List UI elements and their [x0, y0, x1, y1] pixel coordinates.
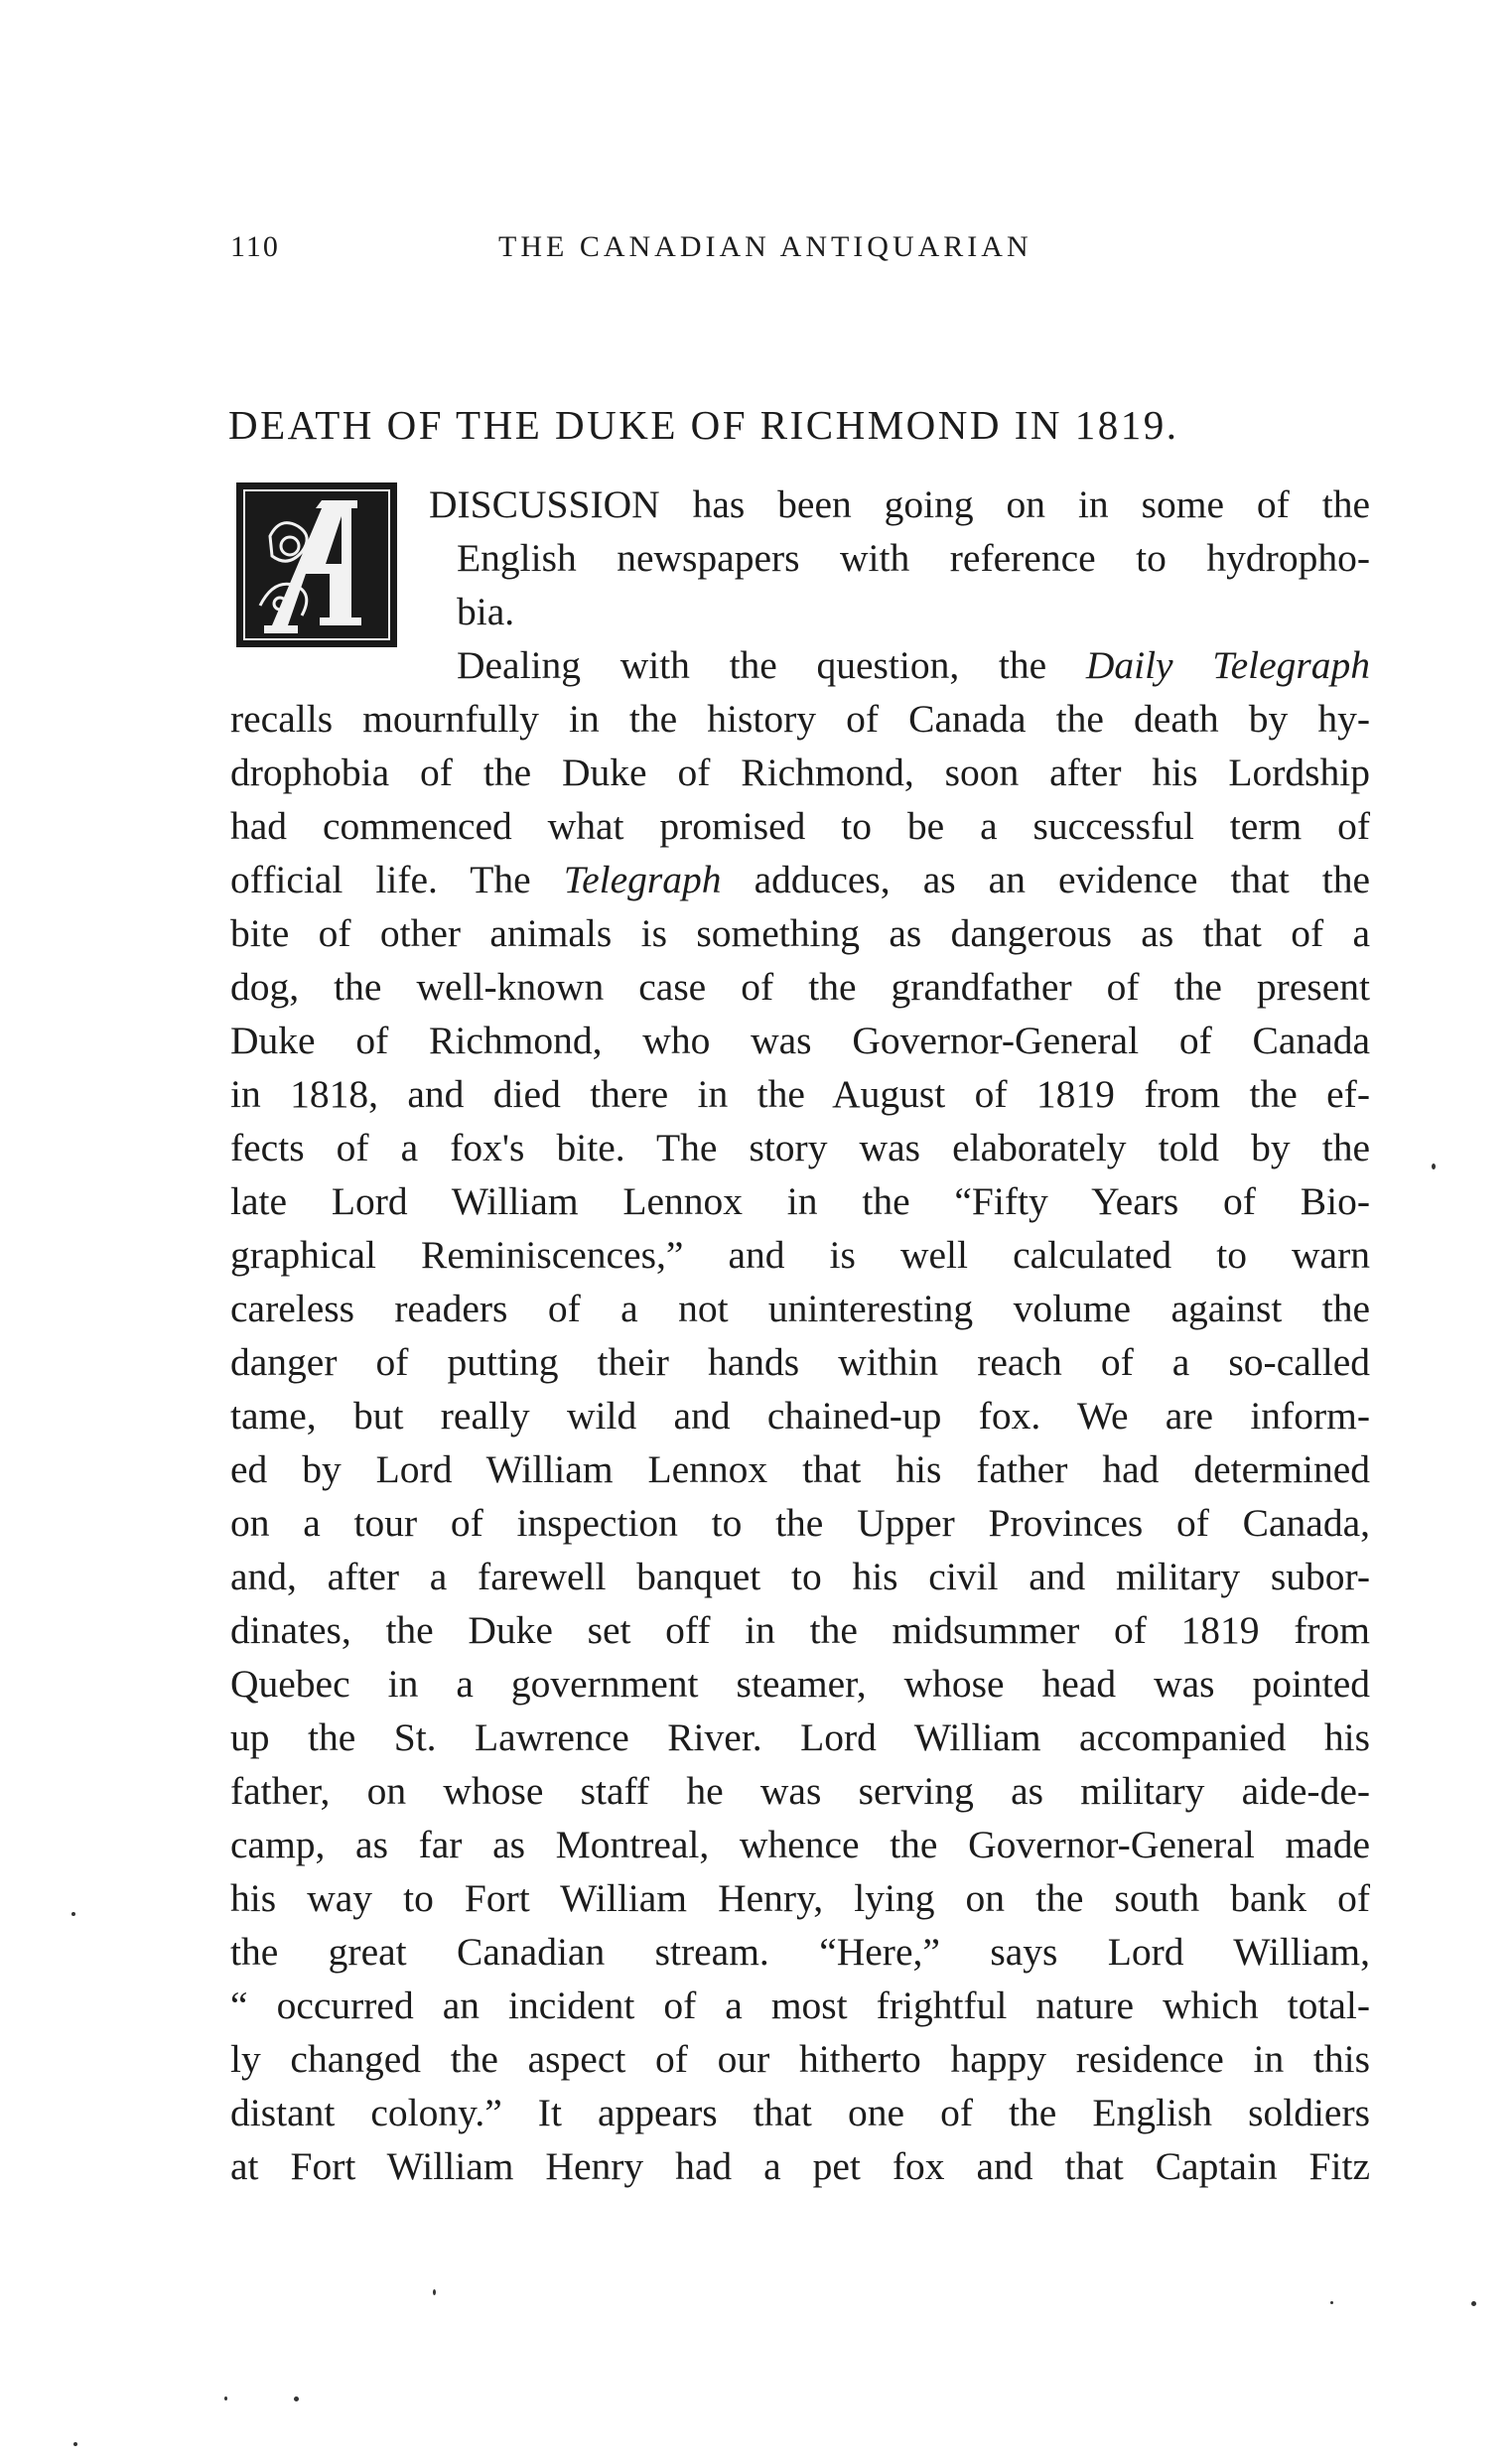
body-line: had commenced what promised to be a successful term of — [230, 804, 1370, 848]
body-line: distant colony.” It appears that one of the English soldiers — [230, 2091, 1370, 2134]
body-line: and, after a farewell banquet to his civil and military subor- — [230, 1555, 1370, 1598]
periodical-name: Telegraph — [563, 858, 722, 901]
running-head — [230, 230, 1362, 270]
body-line: fects of a fox's bite. The story was elaborately told by the — [230, 1126, 1370, 1169]
body-line: on a tour of inspection to the Upper Provinces of Canada, — [230, 1501, 1370, 1545]
print-speck — [71, 1912, 75, 1916]
body-line: careless readers of a not uninteresting volume against the — [230, 1287, 1370, 1330]
body-line: dog, the well-known case of the grandfather of the present — [230, 965, 1370, 1009]
body-line: Quebec in a government steamer, whose head was pointed — [230, 1662, 1370, 1706]
body-line: DISCUSSION has been going on in some of the — [429, 482, 1370, 526]
body-line: father, on whose staff he was serving as military aide-de- — [230, 1769, 1370, 1813]
print-speck — [1330, 2301, 1333, 2304]
body-line: dinates, the Duke set off in the midsummer of 1819 from — [230, 1608, 1370, 1652]
body-line: ly changed the aspect of our hitherto happy residence in this — [230, 2037, 1370, 2081]
body-line: bia. — [457, 590, 515, 633]
print-speck — [224, 2396, 227, 2400]
body-line: in 1818, and died there in the August of 1819 from the ef- — [230, 1072, 1370, 1116]
print-speck — [294, 2396, 299, 2401]
body-line: “ occurred an incident of a most frightful nature which total- — [230, 1984, 1370, 2027]
body-line: Duke of Richmond, who was Governor-General of Canada — [230, 1019, 1370, 1062]
print-speck — [433, 2289, 436, 2295]
journal-title: THE CANADIAN ANTIQUARIAN — [498, 230, 1032, 263]
drop-cap-a-ornament — [230, 477, 405, 655]
body-line: ed by Lord William Lennox that his father had determined — [230, 1447, 1370, 1491]
body-line: English newspapers with reference to hydropho- — [457, 536, 1370, 580]
print-speck — [1471, 2301, 1476, 2306]
body-line: recalls mournfully in the history of Canada the death by hy- — [230, 697, 1370, 741]
body-line: his way to Fort William Henry, lying on the south bank of — [230, 1876, 1370, 1920]
periodical-name: Daily Telegraph — [1085, 643, 1370, 687]
body-line: drophobia of the Duke of Richmond, soon after his Lordship — [230, 751, 1370, 794]
body-line: graphical Reminiscences,” and is well calculated to warn — [230, 1233, 1370, 1277]
body-line: the great Canadian stream. “Here,” says Lord William, — [230, 1930, 1370, 1974]
print-speck — [1432, 1164, 1436, 1169]
body-line: late Lord William Lennox in the “Fifty Years of Bio- — [230, 1179, 1370, 1223]
article-title: DEATH OF THE DUKE OF RICHMOND IN 1819. — [228, 402, 1179, 448]
body-line: up the St. Lawrence River. Lord William accompanied his — [230, 1715, 1370, 1759]
print-speck — [73, 2442, 77, 2446]
body-line: tame, but really wild and chained-up fox. We are inform- — [230, 1394, 1370, 1437]
body-line: Dealing with the question, the Daily Telegraph — [457, 643, 1370, 687]
body-line: official life. The Telegraph adduces, as an evidence that the — [230, 858, 1370, 901]
body-line: at Fort William Henry had a pet fox and that Captain Fitz — [230, 2144, 1370, 2188]
body-line: danger of putting their hands within reach of a so-called — [230, 1340, 1370, 1384]
body-line: camp, as far as Montreal, whence the Governor-General made — [230, 1823, 1370, 1866]
page-number: 110 — [230, 230, 280, 263]
body-line: bite of other animals is something as dangerous as that of a — [230, 911, 1370, 955]
